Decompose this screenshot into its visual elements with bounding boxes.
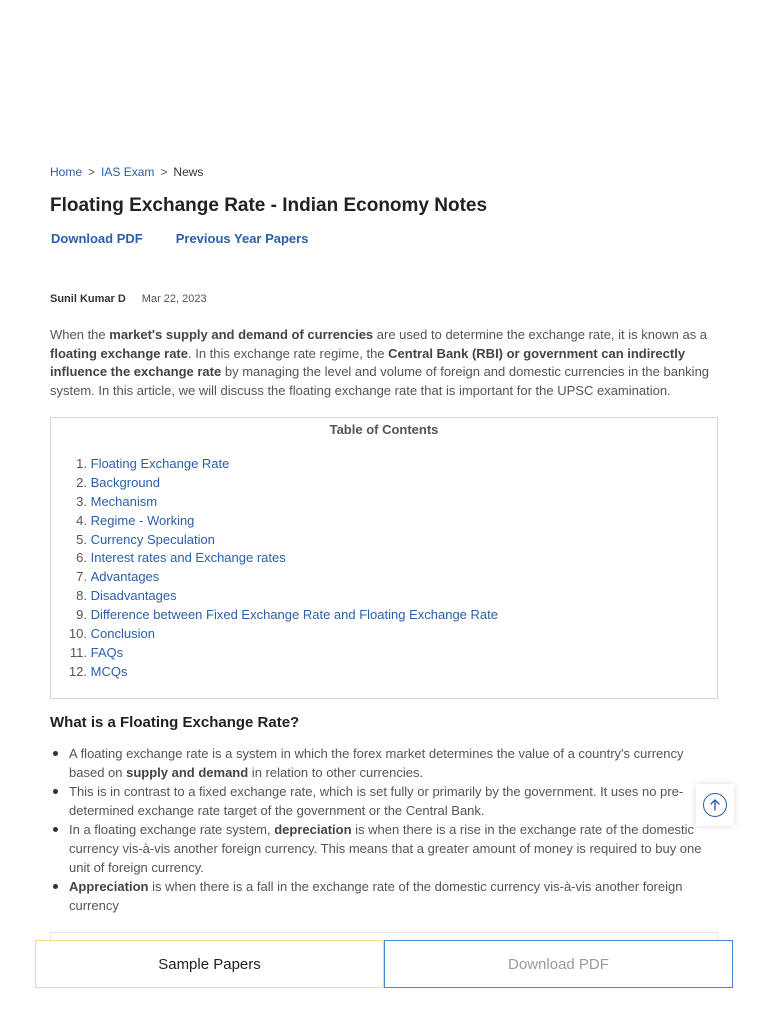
toc-item-number: 9. <box>76 607 87 623</box>
intro-bold: floating exchange rate <box>50 345 188 361</box>
toc-link[interactable]: Floating Exchange Rate <box>90 456 230 471</box>
previous-year-papers-link[interactable]: Previous Year Papers <box>175 231 309 246</box>
section-heading: What is a Floating Exchange Rate? <box>50 714 300 731</box>
breadcrumb-current: News <box>173 165 204 179</box>
toc-item <box>63 587 498 606</box>
toc-item <box>63 549 498 568</box>
toc-item <box>63 606 498 625</box>
toc-item-number: 4. <box>76 512 87 528</box>
bullet-list <box>50 744 718 915</box>
bullet-text: A floating exchange rate is a system in which the forex market determines the value of a country's currency based on <box>69 746 684 780</box>
toc-link[interactable]: Mechanism <box>90 493 158 509</box>
bullet-bold: Appreciation <box>69 879 149 894</box>
toc-title: Table of Contents <box>329 422 439 437</box>
bullet-text: is when there is a fall in the exchange rate of the domestic currency vis-à-vis another foreign currency <box>69 879 683 913</box>
toc-item-number: 1. <box>76 456 87 471</box>
toc-item-number: 2. <box>76 474 87 490</box>
toc-link[interactable]: Background <box>90 474 161 490</box>
breadcrumb <box>50 165 203 179</box>
toc-item <box>63 474 498 493</box>
toc-item <box>63 663 498 682</box>
toc-item-number: 3. <box>76 493 87 509</box>
toc-item-number: 8. <box>76 588 87 604</box>
page-title: Floating Exchange Rate - Indian Economy Notes <box>50 195 488 216</box>
bullet-text: is when there is a rise in the exchange rate of the domestic currency vis-à-vis another foreign currency. This means that a greater amount of money is required to buy one unit of foreign currency. <box>69 822 702 875</box>
scroll-to-top-button[interactable] <box>696 784 734 826</box>
table-of-contents <box>50 417 718 699</box>
toc-item <box>63 644 498 663</box>
toc-item <box>63 568 498 587</box>
toc-item-number: 6. <box>76 550 87 566</box>
sample-papers-button[interactable]: Sample Papers <box>35 940 384 988</box>
toc-link[interactable]: Currency Speculation <box>90 531 215 547</box>
byline <box>50 293 207 305</box>
toc-item-number: 5. <box>76 531 87 547</box>
download-pdf-button[interactable]: Download PDF <box>384 940 733 988</box>
toc-item-number: 11. <box>69 644 87 660</box>
bullet-bold: depreciation <box>274 822 352 837</box>
list-item <box>50 782 718 820</box>
toc-item <box>63 493 498 512</box>
arrow-up-icon <box>703 793 727 817</box>
toc-item <box>63 455 498 474</box>
intro-text: . In this exchange rate regime, the <box>187 345 389 361</box>
toc-item-number: 7. <box>76 569 87 585</box>
toc-item-number: 12. <box>68 663 87 679</box>
list-item <box>50 744 718 782</box>
download-pdf-link[interactable]: Download PDF <box>51 231 143 246</box>
list-item <box>50 820 718 877</box>
toc-item <box>63 512 498 531</box>
breadcrumb-separator: > <box>160 165 168 179</box>
breadcrumb-ias-exam-link[interactable]: IAS Exam <box>101 165 155 179</box>
author-name: Sunil Kumar D <box>50 293 126 305</box>
breadcrumb-home-link[interactable]: Home <box>50 165 83 179</box>
toc-link[interactable]: Interest rates and Exchange rates <box>90 550 286 566</box>
toc-item <box>63 531 498 550</box>
toc-link[interactable]: Difference between Fixed Exchange Rate and Floating Exchange Rate <box>90 607 498 623</box>
toc-link[interactable]: Conclusion <box>90 626 155 642</box>
bullet-text: in relation to other currencies. <box>248 765 424 780</box>
arrow-up-icon-svg <box>710 799 720 811</box>
bullet-text: This is in contrast to a fixed exchange rate, which is set fully or primarily by the government. It uses no pre-determined exchange rate target of the government or the Central Bank. <box>69 784 684 818</box>
toc-item <box>63 625 498 644</box>
list-item <box>50 877 718 915</box>
quick-links <box>51 231 308 246</box>
breadcrumb-separator: > <box>88 165 96 179</box>
intro-bold: market's supply and demand of currencies <box>109 327 374 342</box>
publish-date: Mar 22, 2023 <box>141 293 207 305</box>
bullet-bold: supply and demand <box>126 765 249 780</box>
toc-list <box>63 455 498 682</box>
intro-text: by managing the level and volume of foreign and domestic currencies in the banking system. In this article, we will discuss the floating exchange rate that is important for the UPSC examination. <box>50 364 710 398</box>
intro-text: are used to determine the exchange rate, it is known as a <box>373 327 708 342</box>
toc-link[interactable]: Disadvantages <box>90 588 177 604</box>
toc-item-number: 10. <box>68 626 87 642</box>
toc-link[interactable]: MCQs <box>90 663 128 679</box>
intro-text: When the <box>50 327 110 342</box>
intro-bold: Central Bank (RBI) or government can indirectly influence the exchange rate <box>50 345 686 379</box>
intro-paragraph <box>50 326 718 400</box>
bottom-action-bar <box>35 940 733 988</box>
bullet-text: In a floating exchange rate system, <box>69 822 275 837</box>
toc-link[interactable]: Regime - Working <box>90 512 195 528</box>
toc-link[interactable]: Advantages <box>90 569 160 585</box>
toc-link[interactable]: FAQs <box>90 644 124 660</box>
